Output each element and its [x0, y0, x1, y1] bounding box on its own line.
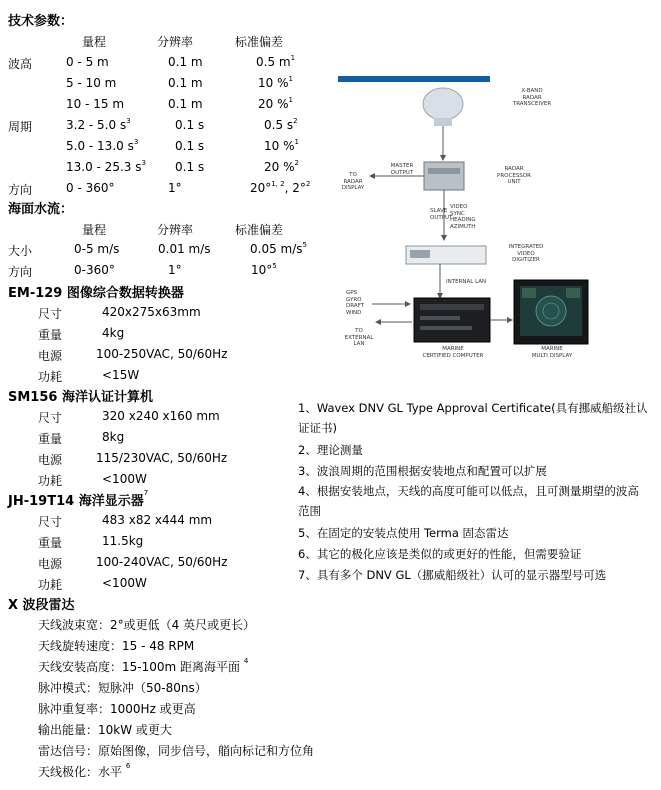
- device-title-jh19t14: JH-19T14 海洋显示器$^7$: [8, 489, 149, 509]
- spec-value: 11.5kg: [102, 534, 144, 548]
- spec-value: 8kg: [102, 430, 125, 444]
- spec-value: 483 x82 x444 mm: [102, 513, 213, 527]
- diagram-label-internal-lan: INTERNAL LAN: [446, 279, 487, 285]
- diagram-label-external-lan: TO EXTERNAL LAN: [344, 328, 374, 347]
- radar-line: 天线波束宽：2°或更低（4 英尺或更长）: [38, 618, 256, 632]
- radar-line: 脉冲模式：短脉冲（50-80ns）: [38, 681, 207, 695]
- note-5: 5、在固定的安装点使用 Terma 固态雷达: [298, 526, 509, 540]
- col-header-deviation: 标准偏差: [235, 223, 284, 237]
- note-4: 4、根据安装地点，天线的高度可能可以低点，且可测量期望的波高范围: [298, 484, 639, 518]
- diagram-label-to-radar-display: TO RADAR DISPLAY: [341, 172, 365, 191]
- radar-transceiver-icon: [423, 88, 463, 120]
- diagram-label-xband: X-BAND RADAR TRANSCEIVER: [512, 88, 552, 107]
- period-res: 0.1 s: [175, 160, 205, 174]
- direction-label: 方向: [8, 183, 33, 197]
- period-range: 3.2 - 5.0 $s^3$: [66, 117, 131, 132]
- radar-title: X 波段雷达: [8, 598, 75, 613]
- spec-value: 115/230VAC, 50/60Hz: [96, 451, 228, 465]
- tech-params-title: 技术参数：: [8, 14, 74, 29]
- device-title-em129: EM-129 图像综合数据转换器: [8, 286, 184, 301]
- period-range: 5.0 - 13.0 $s^3$: [66, 138, 139, 153]
- radar-line: 脉冲重复率：1000Hz 或更高: [38, 702, 196, 716]
- current-dir-dev: 10°$^5$: [251, 262, 277, 277]
- spec-key: 重量: [38, 536, 63, 550]
- current-speed-range: 0-5 m/s: [74, 242, 120, 256]
- spec-value: <15W: [102, 368, 140, 382]
- spec-key: 电源: [38, 349, 63, 363]
- direction-dev: 20°$^{1, 2}$, 2°$^2$: [250, 180, 311, 195]
- diagram-label-sensors: GPS GYRO DRAFT WIND: [346, 290, 365, 316]
- current-dir-res: 1°: [168, 263, 182, 277]
- radar-line: 天线安装高度：15-100m 距离海平面 $^4$: [38, 657, 249, 674]
- current-dir-range: 0-360°: [74, 263, 115, 277]
- spec-value: <100W: [102, 576, 147, 590]
- current-speed-dev: 0.05 $m/s^5$: [250, 241, 307, 256]
- diagram-label-master-output: MASTER OUTPUT: [390, 163, 414, 176]
- note-1: 1、Wavex DNV GL Type Approval Certificate(具有挪威船级社认证证书): [298, 401, 648, 435]
- diagram-label-computer: MARINE CERTIFIED COMPUTER: [422, 346, 484, 359]
- system-diagram: [336, 76, 592, 366]
- spec-key: 重量: [38, 328, 63, 342]
- direction-res: 1°: [168, 181, 182, 195]
- antenna-bar-icon: [338, 76, 490, 82]
- note-2: 2、理论测量: [298, 443, 363, 457]
- current-speed-label: 大小: [8, 244, 33, 258]
- period-res: 0.1 s: [175, 139, 205, 153]
- spec-value: <100W: [102, 472, 147, 486]
- wave-height-range: 5 - 10 m: [66, 76, 117, 90]
- wave-height-dev: 20 %$^1$: [258, 96, 293, 111]
- period-res: 0.1 s: [175, 118, 205, 132]
- spec-key: 功耗: [38, 370, 63, 384]
- spec-key: 尺寸: [38, 515, 63, 529]
- col-header-range: 量程: [82, 223, 107, 237]
- radar-line: 天线旋转速度：15 - 48 RPM: [38, 639, 195, 653]
- diagram-label-processor: RADAR PROCESSOR UNIT: [497, 166, 531, 185]
- spec-value: 4kg: [102, 326, 125, 340]
- wave-height-res: 0.1 m: [168, 97, 203, 111]
- period-dev: 10 %$^1$: [264, 138, 299, 153]
- col-header-deviation: 标准偏差: [235, 35, 284, 49]
- current-speed-res: 0.01 m/s: [158, 242, 211, 256]
- radar-line: 输出能量：10kW 或更大: [38, 723, 172, 737]
- wave-height-res: 0.1 m: [168, 76, 203, 90]
- period-range: 13.0 - 25.3 $s^3$: [66, 159, 146, 174]
- radar-processor-icon: [424, 162, 464, 190]
- diagram-label-digitizer: INTEGRATED VIDEO DIGITIZER: [508, 244, 544, 263]
- spec-value: 420x275x63mm: [102, 305, 201, 319]
- wave-height-res: 0.1 m: [168, 55, 203, 69]
- wave-height-range: 10 - 15 m: [66, 97, 125, 111]
- note-3: 3、波浪周期的范围根据安装地点和配置可以扩展: [298, 464, 547, 478]
- spec-key: 功耗: [38, 578, 63, 592]
- direction-range: 0 - 360°: [66, 181, 115, 195]
- radar-line: 天线极化：水平 $^6$: [38, 762, 131, 779]
- diagram-label-display: MARINE MULTI DISPLAY: [531, 346, 573, 359]
- sea-current-title: 海面水流：: [8, 202, 74, 217]
- spec-key: 尺寸: [38, 411, 63, 425]
- wave-height-label: 波高: [8, 57, 33, 71]
- spec-key: 重量: [38, 432, 63, 446]
- period-dev: 20 %$^2$: [264, 159, 299, 174]
- spec-key: 电源: [38, 557, 63, 571]
- col-header-range: 量程: [82, 35, 107, 49]
- period-label: 周期: [8, 120, 33, 134]
- wave-height-dev: 10 %$^1$: [258, 75, 293, 90]
- note-7: 7、具有多个 DNV GL（挪威船级社）认可的显示器型号可选: [298, 568, 607, 582]
- period-dev: 0.5 $s^2$: [264, 117, 298, 132]
- spec-key: 尺寸: [38, 307, 63, 321]
- current-dir-label: 方向: [8, 265, 33, 279]
- diagram-label-video-sync: VIDEO SYNC HEADING AZIMUTH: [450, 204, 476, 230]
- col-header-resolution: 分辨率: [157, 35, 194, 49]
- spec-value: 100-250VAC, 50/60Hz: [96, 347, 228, 361]
- wave-height-dev: 0.5 $m^1$: [256, 54, 296, 69]
- diagram-label-slave-output: SLAVE OUTPUT: [430, 208, 453, 221]
- spec-key: 电源: [38, 453, 63, 467]
- spec-value: 320 x240 x160 mm: [102, 409, 220, 423]
- spec-value: 100-240VAC, 50/60Hz: [96, 555, 228, 569]
- note-6: 6、其它的极化应该是类似的或更好的性能，但需要验证: [298, 547, 582, 561]
- radar-line: 雷达信号：原始图像，同步信号，艏向标记和方位角: [38, 744, 315, 758]
- device-title-sm156: SM156 海洋认证计算机: [8, 390, 153, 405]
- spec-key: 功耗: [38, 474, 63, 488]
- wave-height-range: 0 - 5 m: [66, 55, 109, 69]
- col-header-resolution: 分辨率: [157, 223, 194, 237]
